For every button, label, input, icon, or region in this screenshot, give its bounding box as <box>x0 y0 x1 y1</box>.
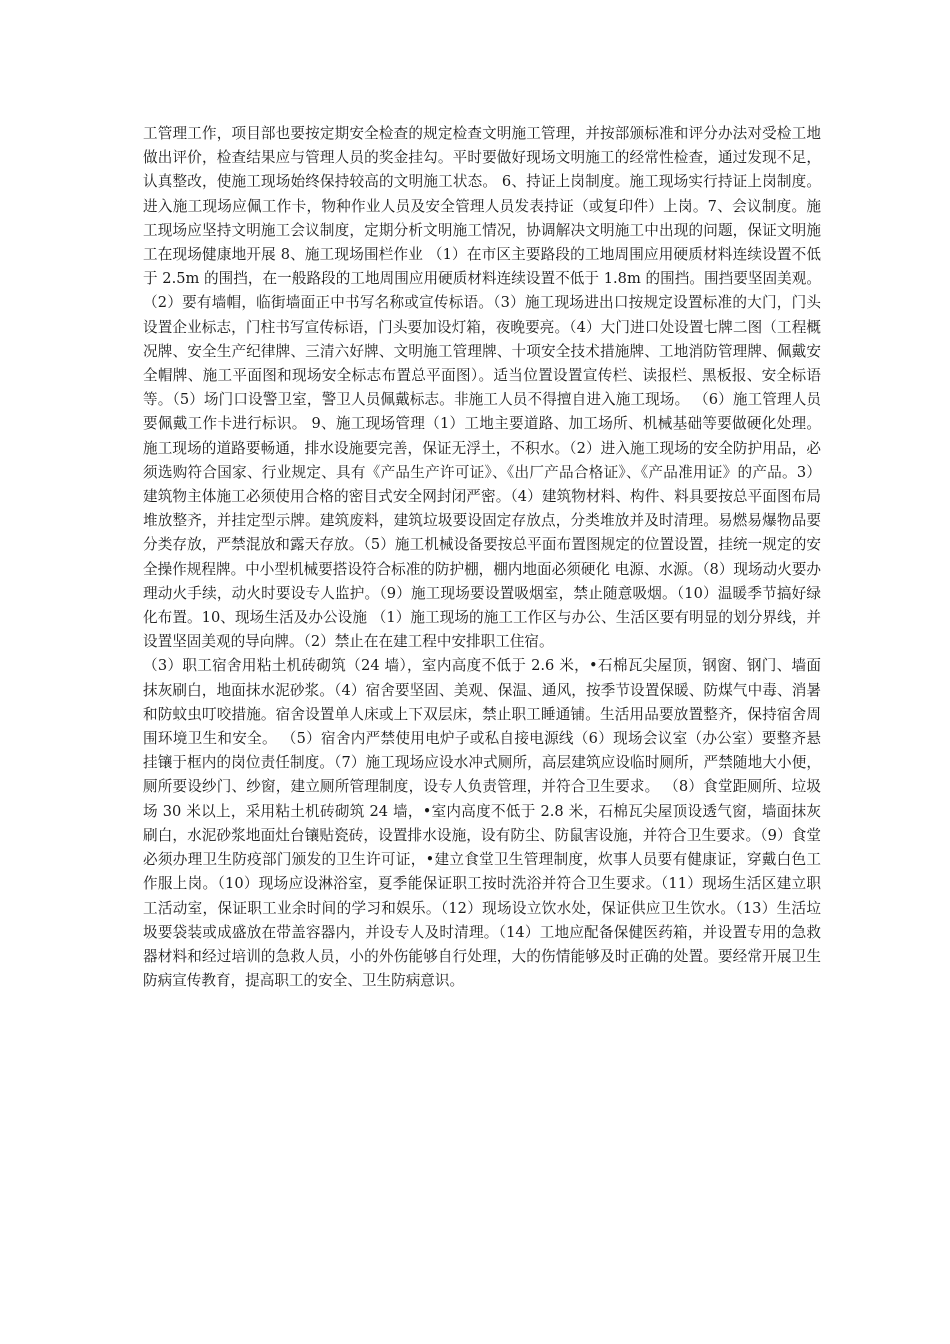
paragraph-2: （3）职工宿舍用粘土机砖砌筑（24 墙），室内高度不低于 2.6 米，•石棉瓦尖屋顶，钢窗、钢门、墙面抹灰刷白，地面抹水泥砂浆。（4）宿舍要坚固、美观、保温、通风，按季节设置保暖、防煤气中毒、消暑和防蚊虫叮咬措施。宿舍设置单人床或上下双层床，禁止职工睡通铺。生活用品要放置整齐，保持宿舍周围环境卫生和安全。 （5）宿舍内严禁使用电炉子或私自接电源线（6）现场会议室（办公室）要整齐悬挂镶于框内的岗位责任制度。（7）施工现场应设水冲式厕所，高层建筑应设临时厕所，严禁随地大小便，厕所要设纱门、纱窗，建立厕所管理制度，设专人负责管理，并符合卫生要求。 （8）食堂距厕所、垃圾场 30 米以上，采用粘土机砖砌筑 24 墙，•室内高度不低于 2.8 米，石棉瓦尖屋顶设透气窗，墙面抹灰刷白，水泥砂浆地面灶台镶贴瓷砖，设置排水设施，设有防尘、防鼠害设施，并符合卫生要求。（9）食堂必须办理卫生防疫部门颁发的卫生许可证，•建立食堂卫生管理制度，炊事人员要有健康证，穿戴白色工作服上岗。（10）现场应设淋浴室，夏季能保证职工按时洗浴并符合卫生要求。（11）现场生活区建立职工活动室，保证职工业余时间的学习和娱乐。（12）现场设立饮水处，保证供应卫生饮水。（13）生活垃圾要袋装或成盛放在带盖容器内，并设专人及时清理。（14）工地应配备保健医药箱，并设置专用的急救器材料和经过培训的急救人员，小的外伤能够自行处理，大的伤情能够及时正确的处置。要经常开展卫生防病宣传教育，提高职工的安全、卫生防病意识。 <box>143 657 821 990</box>
paragraph-1: 工管理工作，项目部也要按定期安全检查的规定检查文明施工管理，并按部颁标准和评分办法对受检工地做出评价，检查结果应与管理人员的奖金挂勾。平时要做好现场文明施工的经常性检查，通过发现不足，认真整改，使施工现场始终保持较高的文明施工状态。 6、持证上岗制度。施工现场实行持证上岗制度。进入施工现场应佩工作卡，物种作业人员及安全管理人员发表持证（或复印件）上岗。7、会议制度。施工现场应坚持文明施工会议制度，定期分析文明施工情况，协调解决文明施工中出现的问题，保证文明施工在现场健康地开展 8、施工现场围栏作业 （1）在市区主要路段的工地周围应用硬质材料连续设置不低于 2.5m 的围挡，在一般路段的工地周围应用硬质材料连续设置不低于 1.8m 的围挡。围挡要坚固美观。 （2）要有墙帽，临街墙面正中书写名称或宣传标语。（3）施工现场进出口按规定设置标准的大门，门头设置企业标志，门柱书写宣传标语，门头要加设灯箱，夜晚要亮。（4）大门进口处设置七牌二图（工程概况牌、安全生产纪律牌、三清六好牌、文明施工管理牌、十项安全技术措施牌、工地消防管理牌、佩戴安全帽牌、施工平面图和现场安全标志布置总平面图）。适当位置设置宣传栏、读报栏、黑板报、安全标语等。（5）场门口设警卫室，警卫人员佩戴标志。非施工人员不得擅自进入施工现场。 （6）施工管理人员要佩戴工作卡进行标识。 9、施工现场管理（1）工地主要道路、加工场所、机械基础等要做硬化处理。施工现场的道路要畅通，排水设施要完善，保证无浮土，不积水。（2）进入施工现场的安全防护用品，必须选购符合国家、行业规定、具有《产品生产许可证》、《出厂产品合格证》、《产品准用证》的产品。3）建筑物主体施工必须使用合格的密目式安全网封闭严密。（4）建筑物材料、构件、料具要按总平面图布局堆放整齐，并挂定型示牌。建筑废料，建筑垃圾要设固定存放点，分类堆放并及时清理。易燃易爆物品要分类存放，严禁混放和露天存放。（5）施工机械设备要按总平面布置图规定的位置设置，挂统一规定的安全操作规程牌。中小型机械要搭设符合标准的防护棚，棚内地面必须硬化 电源、水源。（8）现场动火要办理动火手续，动火时要设专人监护。（9）施工现场要设置吸烟室，禁止随意吸烟。（10）温暖季节搞好绿化布置。10、现场生活及办公设施 （1）施工现场的施工工作区与办公、生活区要有明显的划分界线，并设置坚固美观的导向牌。（2）禁止在在建工程中安排职工住宿。 <box>143 125 821 651</box>
document-body <box>143 122 821 993</box>
